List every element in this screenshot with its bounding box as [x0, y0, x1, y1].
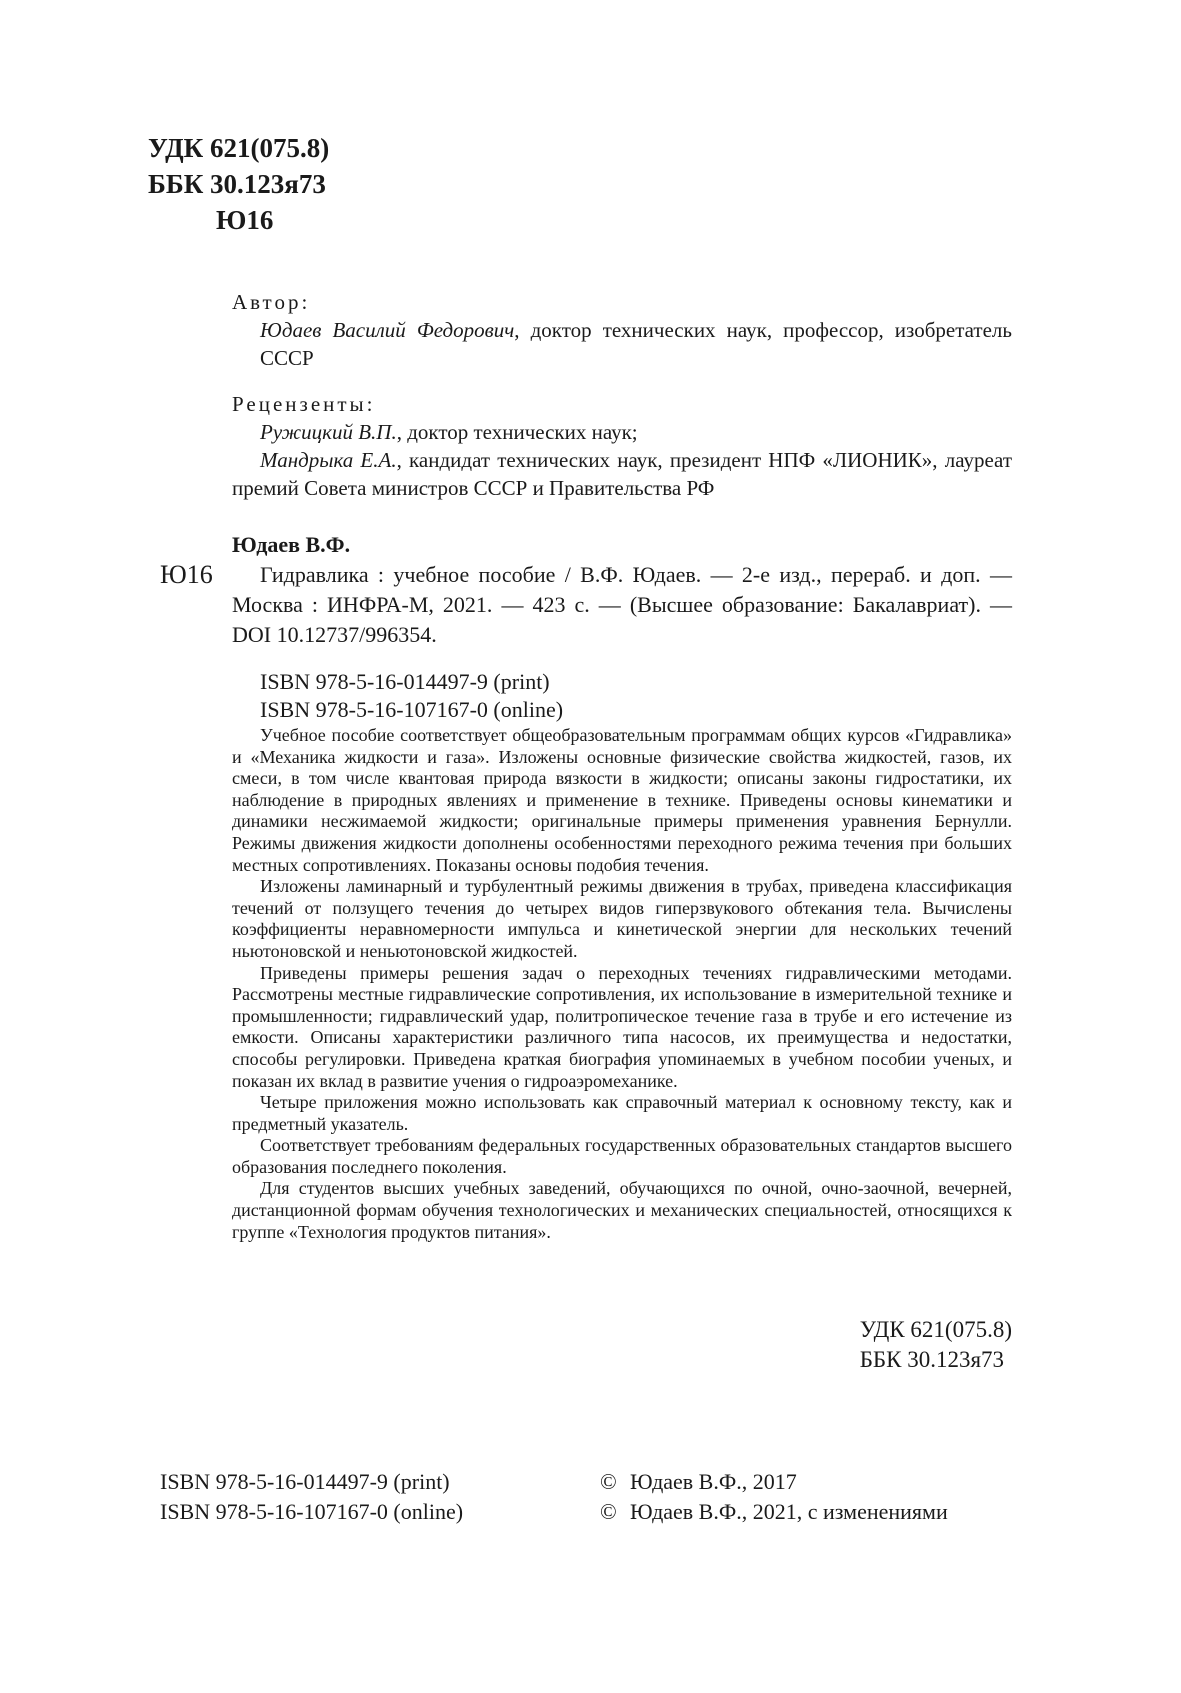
copyright-symbol: ©: [600, 1499, 617, 1524]
bbk-index: ББК 30.123я73: [148, 169, 326, 199]
author-name: Юдаев Василий Федорович: [260, 318, 515, 342]
author-heading: Автор:: [232, 290, 311, 314]
copyright-text: Юдаев В.Ф., 2021, с изменениями: [630, 1499, 948, 1524]
copyright-text: Юдаев В.Ф., 2017: [630, 1469, 797, 1494]
annotation-paragraph: Соответствует требованиям федеральных государственных образовательных стандартов высшего образования последнего поколения.: [232, 1135, 1012, 1177]
annotation-paragraph: Приведены примеры решения задач о переходных течениях гидравлическими методами. Рассмотрены местные гидравлические сопротивления, их использование в измерительной технике и промышленности; гидравлический удар, политропическое течение газа в трубе и его истечение из емкости. Описаны характеристики различного типа насосов, их преимущества и недостатки, способы регулировки. Приведена краткая биография упоминаемых в учебном пособии ученых, и показан их вклад в развитие учения о гидроаэромеханике.: [232, 962, 1012, 1091]
isbn-online: ISBN 978-5-16-107167-0 (online): [160, 1499, 464, 1524]
reviewer-entry: [232, 446, 1012, 502]
isbn-print: ISBN 978-5-16-014497-9 (print): [260, 669, 550, 694]
udk-code: УДК 621(075.8): [859, 1317, 1012, 1342]
reviewer-description: , кандидат технических наук, президент НПФ «ЛИОНИК», лауреат премий Совета министров СССР и Правительства РФ: [232, 448, 1012, 500]
annotation-paragraph: Учебное пособие соответствует общеобразовательным программам общих курсов «Гидравлика» и «Механика жидкости и газа». Изложены основные физические свойства жидкостей, газов, их смеси, в том числе квантовая природа вязкости в жидкости; описаны законы гидростатики, их наблюдение в природных явлениях и применение в технике. Приведены основы кинематики и динамики несжимаемой жидкости; оригинальные примеры применения уравнения Бернулли. Режимы движения жидкости дополнены особенностями переходного режима течения при больших местных сопротивлениях. Показаны основы подобия течения.: [232, 725, 1012, 875]
udk-index: УДК 621(075.8): [148, 133, 330, 163]
reviewers-section: [232, 390, 1012, 502]
annotation-paragraph: Изложены ламинарный и турбулентный режимы движения в трубах, приведена классификация течений от ползущего течения до четырех видов гиперзвукового обтекания тела. Вычислены коэффициенты неравномерности импульса и кинетической энергии для нескольких течений ньютоновской и неньютоновской жидкостей.: [232, 876, 1012, 961]
copyright-line: [600, 1467, 948, 1497]
reviewers-heading: Рецензенты:: [232, 392, 376, 416]
reviewer-name: Ружицкий В.П.: [260, 420, 397, 444]
bib-description: Гидравлика : учебное пособие / В.Ф. Юдаев. — 2-е изд., перераб. и доп. — Москва : ИНФРА-М, 2021. — 423 с. — (Высшее образование: Бакалавриат). — DOI 10.12737/996354.: [232, 562, 1012, 647]
reviewer-name: Мандрыка Е.А.: [260, 448, 397, 472]
bottom-isbn: [160, 1467, 463, 1527]
reviewer-description: , доктор технических наук;: [396, 420, 638, 444]
annotation-paragraph: Для студентов высших учебных заведений, обучающихся по очной, очно-заочной, вечерней, дистанционной формам обучения технологических и механических специальностей, относящихся к группе «Технология продуктов питания».: [232, 1178, 1012, 1242]
bbk-code: ББК 30.123я73: [859, 1347, 1005, 1372]
author-description: , доктор технических наук, профессор, изобретатель СССР: [260, 318, 1012, 370]
bib-author-code: Ю16: [160, 560, 213, 589]
isbn-online: ISBN 978-5-16-107167-0 (online): [260, 697, 564, 722]
bib-author: Юдаев В.Ф.: [232, 532, 351, 557]
annotation-paragraph: Четыре приложения можно использовать как справочный материал к основному тексту, как и предметный указатель.: [232, 1092, 1012, 1134]
copyright: [600, 1467, 948, 1527]
bib-isbn: [260, 668, 563, 724]
copyright-symbol: ©: [600, 1469, 617, 1494]
reviewer-entry: [232, 418, 1012, 446]
isbn-print: ISBN 978-5-16-014497-9 (print): [160, 1469, 450, 1494]
author-section: [232, 288, 1012, 372]
author-entry: [232, 316, 1012, 372]
classification-codes: [860, 1315, 1012, 1375]
copyright-line: [600, 1497, 948, 1527]
annotation: [232, 725, 1012, 1243]
author-code: Ю16: [216, 205, 274, 235]
